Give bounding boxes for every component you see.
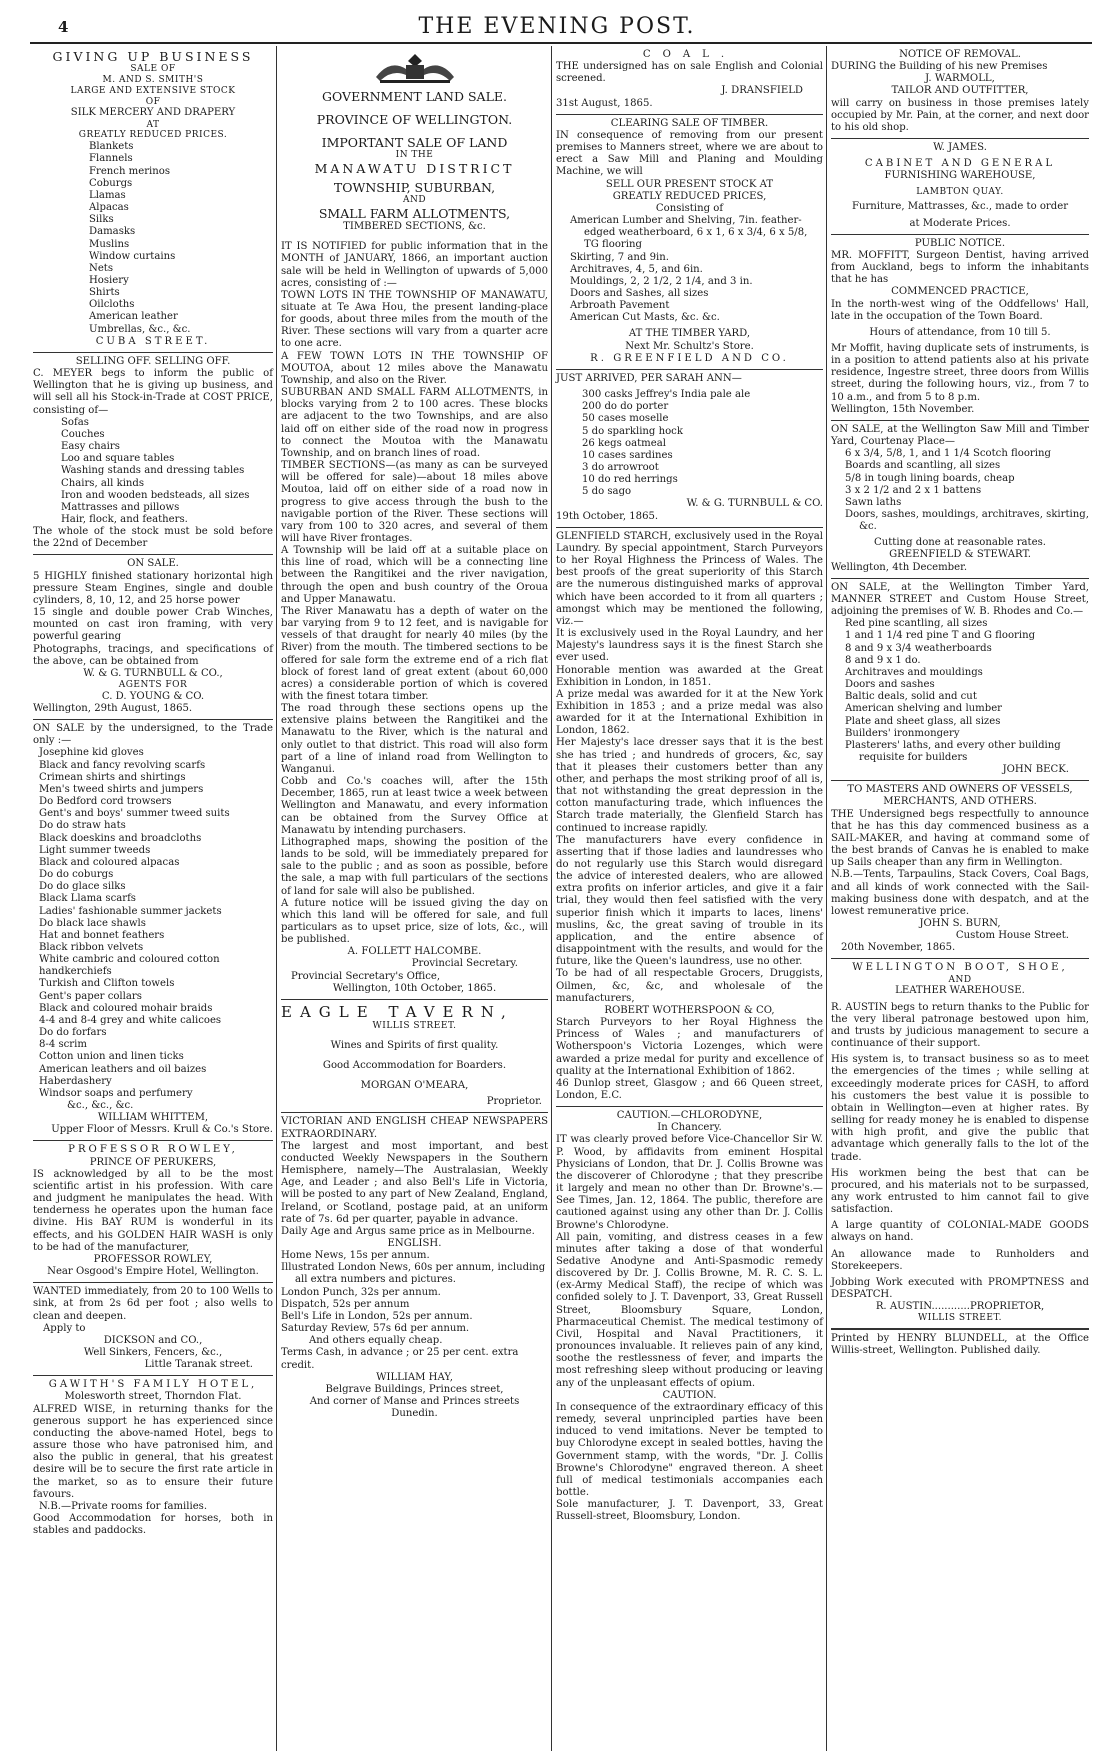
list-item: 5 do sago [582, 486, 632, 498]
list-item: Easy chairs [61, 441, 120, 453]
ad-notice-of-removal [831, 46, 1089, 139]
list-item: French merinos [89, 165, 171, 177]
ad-signature: R. AUSTIN............PROPRIETOR, [875, 1301, 1045, 1313]
ad-john-beck [831, 579, 1089, 782]
ad-clearing-sale-timber [556, 115, 823, 370]
ad-paragraph: A FEW TOWN LOTS IN THE TOWNSHIP OF MOUTOA, about 12 miles above the Manawatu Township, and also on the River. [281, 350, 548, 386]
list-item: 8-4 scrim [39, 1039, 87, 1051]
ad-line: SELL OUR PRESENT STOCK AT [605, 178, 774, 190]
list-item: Home News, 15s per annum. [281, 1250, 430, 1262]
list-item: 4-4 and 8-4 grey and white calicoes [39, 1014, 222, 1026]
ad-line: 15 single and double power Crab Winches, mounted on cast iron framing, with very powerful gearing [33, 607, 273, 643]
ad-giving-up-business [33, 46, 273, 353]
ad-line: Wines and Spirits of first quality. [330, 1039, 499, 1051]
ad-line: GREATLY REDUCED PRICES, [612, 190, 767, 202]
ad-public-notice-moffitt [831, 235, 1089, 421]
ad-paragraph: R. AUSTIN begs to return thanks to the Public for the very liberal patronage bestowed upon him, and trusts by judicious management to secure a continuance of their support. [831, 1001, 1089, 1050]
list-item: Plasterers' laths, and every other building requisite for builders [845, 739, 1061, 763]
list-item: Josephine kid gloves [39, 747, 144, 759]
ad-title: GIVING UP BUSINESS [52, 49, 254, 64]
ad-signature: PROFESSOR ROWLEY, [93, 1253, 213, 1265]
ad-subtitle: PRINCE OF PERUKERS, [89, 1156, 217, 1168]
ad-paragraph: In consequence of the extraordinary efficacy of this remedy, several unprincipled parties have been induced to vend imitations. Never be tempted to buy Chlorodyne except in sealed bottles, having the Government stamp, with the words, "Dr. J. Collis Browne's Chlorodyne" engraved thereon. A sheet full of medical testimonials accompanies each bottle. [556, 1401, 823, 1498]
list-item: Plate and sheet glass, all sizes [845, 715, 1001, 727]
ad-sail-maker [831, 781, 1089, 959]
list-item: Red pine scantling, all sizes [845, 618, 988, 630]
list-item: Do do coburgs [39, 869, 114, 881]
ad-just-arrived [556, 370, 823, 528]
ad-paragraph: The River Manawatu has a depth of water on the bar varying from 9 to 12 feet, and is navigable for vessels of that draught for nearly 40 miles (by the River) from the mouth. The timbered sections to be offered for sale form the extreme end of a rich flat block of forest land of great extent (about 60,000 acres) a considerable portion of which is covered with the finest totara timber. [281, 605, 548, 702]
ad-paragraph: To be had of all respectable Grocers, Druggists, Oilmen, &c, &c, and wholesale of the manufacturers, [556, 968, 823, 1004]
ad-line: Apply to [43, 1322, 86, 1334]
ad-date: Wellington, 15th November. [831, 403, 975, 415]
ad-footer: The whole of the stock must be sold before the 22nd of December [33, 526, 273, 550]
list-item: Silks [89, 214, 114, 226]
ad-line: Consisting of [655, 202, 724, 214]
list-item: Umbrellas, &c., &c. [89, 323, 191, 335]
ad-title: W. JAMES. [933, 142, 987, 154]
list-item: 26 kegs oatmeal [582, 437, 666, 449]
ad-glenfield-starch [556, 528, 823, 1107]
ad-body: THE undersigned has on sale English and Colonial screened. [556, 61, 823, 85]
ad-wellington-boot [831, 959, 1089, 1329]
list-item: Crimean shirts and shirtings [39, 771, 186, 783]
ad-paragraph: Mr Moffit, having duplicate sets of instruments, is in a position to attend patients also at his private residence, Ingestre street, three doors from Willis street, during the following hours, viz., from 7 to 10 a.m., and from 5 to 8 p.m. [831, 342, 1089, 403]
ad-body: THE Undersigned begs respectfully to announce that he has this day commenced business as a SAIL-MAKER, and having at command some of the best brands of Canvas he is enabled to make up Sails cheaper than any firm in Wellington. [831, 808, 1089, 869]
ad-paragraph: The road through these sections opens up the extensive plains between the Rangitikei and the Manawatu to the River, which is the natural and only outlet to that district. This road will also form part of a line of inland road from Wellington to Wanganui. [281, 703, 548, 775]
ad-signature: W. & G. TURNBULL & CO. [686, 498, 823, 510]
list-item: 8 and 9 x 1 do. [845, 654, 921, 666]
list-item: Black and fancy revolving scarfs [39, 759, 206, 771]
ad-line: IN THE [395, 150, 434, 161]
list-item: Black ribbon velvets [39, 941, 144, 953]
list-item: Hair, flock, and feathers. [61, 513, 188, 525]
list-item: Window curtains [89, 250, 176, 262]
ad-footer: CUBA STREET. [95, 335, 211, 347]
ad-body: IN consequence of removing from our present premises to Manners street, where we are about to erect a Saw Mill and Planing and Moulding Machine, we will [556, 129, 823, 178]
column-2 [278, 46, 551, 1751]
list-item: Black doeskins and broadcloths [39, 832, 202, 844]
ad-paragraph: IT IS NOTIFIED for public information that in the MONTH of JANUARY, 1866, an important auction sale will be held in Wellington of upwards of 5,000 acres, consisting of :— [281, 241, 548, 289]
ad-paragraph: Honorable mention was awarded at the Great Exhibition in London, in 1851. [556, 664, 823, 688]
ad-address: And corner of Manse and Princes streets [309, 1396, 520, 1408]
ad-line: AT [146, 119, 160, 130]
ad-line: Provincial Secretary. [411, 958, 518, 970]
ad-paragraph: All pain, vomiting, and distress ceases in a few minutes after taking a dose of that wonderful Sedative Anodyne and Anti-Spasmodic remedy discovered by Dr. J. Collis Browne, M. R. C. S. L. (ex-Army Medical Staff), the recipe of which was confided solely to J. T. Davenport, 33, Great Russell Street, Bloomsbury Square, London, Pharmaceutical Chemist. The medical testimony of Civil, Hospital and Naval Practitioners, it pronounces invaluable. It relieves pain of any kind, soothe the restlessness of fever, and imparts the most refreshing sleep without producing or leaving any of the unpleasant effects of opium. [556, 1231, 823, 1389]
ad-line: Photographs, tracings, and specifications of the above, can be obtained from [33, 643, 273, 667]
ad-line: TOWNSHIP, SUBURBAN, [333, 180, 496, 196]
list-item: Illustrated London News, 60s per annum, including all extra numbers and pictures. [281, 1262, 546, 1286]
ad-line: Next Mr. Schultz's Store. [625, 340, 754, 352]
ad-address: Near Osgood's Empire Hotel, Wellington. [47, 1266, 259, 1278]
list-item: Cotton union and linen ticks [39, 1051, 184, 1063]
ad-line: AND [402, 195, 427, 206]
list-item: 6 x 3/4, 5/8, 1, and 1 1/4 Scotch flooring [845, 448, 1051, 460]
ad-gawiths-hotel [33, 1376, 273, 1541]
ad-body: WANTED immediately, from 20 to 100 Wells to sink, at from 2s 6d per foot ; also wells to clean and deepen. [33, 1286, 273, 1322]
ad-paragraph: A prize medal was awarded for it at the New York Exhibition in 1853 ; and a prize medal was also awarded for it at the International Exhibition in London, 1862. [556, 688, 823, 737]
ad-line: LAMBTON QUAY. [916, 186, 1004, 197]
list-item: London Punch, 32s per annum. [281, 1286, 441, 1298]
ad-coal [556, 46, 823, 115]
ad-body: ON SALE, at the Wellington Timber Yard, MANNER STREET and Custom House Street, adjoining the premises of W. B. Rhodes and Co.— [831, 581, 1089, 618]
ad-address: Upper Floor of Messrs. Krull & Co.'s Store. [51, 1124, 273, 1136]
ad-body: MR. MOFFITT, Surgeon Dentist, having arrived from Auckland, begs to inform the inhabitants that he has [831, 249, 1089, 286]
list-item: Light summer tweeds [39, 844, 151, 856]
masthead: THE EVENING POST. [418, 14, 696, 39]
ad-line: Good Accommodation for horses, both in stables and paddocks. [33, 1513, 273, 1537]
ad-whittem-trade [33, 720, 273, 1141]
ad-title: VICTORIAN AND ENGLISH CHEAP NEWSPAPERS EXTRAORDINARY. [281, 1116, 548, 1140]
ad-w-james [831, 139, 1089, 235]
list-item: Muslins [89, 238, 130, 250]
ad-address: Dunedin. [391, 1408, 438, 1420]
ad-title: COAL. [642, 49, 737, 60]
list-item: 5 do sparkling hock [582, 425, 683, 437]
list-item: Architraves, 4, 5, and 6in. [570, 263, 703, 275]
ad-title: GOVERNMENT LAND SALE. [322, 89, 507, 104]
ad-line: Provincial Secretary's Office, [291, 970, 441, 982]
ad-signature: GREENFIELD & STEWART. [889, 549, 1031, 561]
list-item: Gent's paper collars [39, 990, 142, 1002]
ad-paragraph: Cobb and Co.'s coaches will, after the 15th December, 1865, run at least twice a week between Wellington and Manawatu, and every information can be obtained from the Survey Office at Manawatu by intending purchasers. [281, 776, 548, 836]
ad-paragraph: TIMBER SECTIONS—(as many as can be surveyed will be offered for sale)—about 18 miles above Moutoa, laid off on either side of a road now in progress to give access through the bush to the navigable portion of the River. These sections will vary from 100 to 320 acres, and several of them will have River frontages. [281, 460, 548, 544]
ad-signature: WILLIAM HAY, [376, 1371, 453, 1383]
list-item: Sawn laths [845, 496, 902, 508]
ad-title: TO MASTERS AND OWNERS OF VESSELS, MERCHANTS, AND OTHERS. [847, 784, 1073, 808]
ad-paragraph: IT was clearly proved before Vice-Chancellor Sir W. P. Wood, by affidavits from eminent Hospital Physicians of London, that Dr. J. Collis Browne was the discoverer of Chlorodyne ; that they prescribe it largely and mean no other than Dr. Browne's.—See Times, Jan. 12, 1864. The public, therefore are cautioned against using any other than Dr. J. Collis Browne's Chlorodyne. [556, 1134, 823, 1231]
ad-title: ON SALE. [127, 558, 179, 570]
coat-of-arms-icon [370, 51, 460, 85]
page-number: 4 [58, 18, 69, 36]
list-item: Nets [89, 262, 114, 274]
list-item: White cambric and coloured cotton handkerchiefs [39, 954, 220, 978]
ad-cheap-newspapers [281, 1113, 548, 1424]
ad-title: WELLINGTON BOOT, SHOE, [852, 962, 1068, 974]
ad-line: IMPORTANT SALE OF LAND [321, 135, 508, 151]
list-item: Do Bedford cord trowsers [39, 796, 172, 808]
ad-professor-rowley [33, 1141, 273, 1283]
list-item: Oilcloths [89, 299, 135, 311]
ad-signature: W. & G. TURNBULL & CO., [83, 667, 223, 679]
list-item: Hosiery [89, 275, 129, 286]
ad-title: CAUTION.—CHLORODYNE, [616, 1110, 763, 1122]
ad-paragraph: An allowance made to Runholders and Storekeepers. [831, 1248, 1089, 1272]
ad-paragraph: His system is, to transact business so as to meet the emergencies of the times ; while selling at exceedingly moderate prices for CASH, to afford his customers the best value it is possible to obtain in Wellington—even at higher rates. By selling for ready money he is enabled to dispense with high profit, and give the public that advantage which generally falls to the lot of the trade. [831, 1054, 1089, 1163]
ad-line: FURNISHING WAREHOUSE, [884, 170, 1036, 182]
ad-paragraph: Her Majesty's lace dresser says that it is the best she has tried ; and hundreds of grocers, &c, say that it pleases their customers better than any other, and perhaps the most striking proof of all is, that not withstanding the great depression in the cotton manufacturing trade, which influences the Starch trade materially, the Glenfield Starch has continued to increase rapidly. [556, 737, 823, 834]
list-item: Hat and bonnet feathers [39, 929, 165, 941]
list-item: Chairs, all kinds [61, 477, 145, 489]
ad-paragraph: Lithographed maps, showing the position of the lands to be sold, will be immediately prepared for sale to the public ; and as soon as possible, before the sale, a map with full particulars of the sections of land for sale will also be published. [281, 836, 548, 897]
ad-title: PROFESSOR ROWLEY, [68, 1144, 238, 1156]
ad-line: Good Accommodation for Boarders. [322, 1059, 507, 1071]
ad-subtitle: Molesworth street, Thorndon Flat. [64, 1391, 242, 1403]
ad-chlorodyne [556, 1107, 823, 1527]
list-item: Baltic deals, solid and cut [845, 691, 977, 703]
ad-signature: WILLIAM WHITTEM, [97, 1112, 209, 1124]
ad-subtitle: PROVINCE OF WELLINGTON. [316, 112, 513, 128]
list-item: Do do glace silks [39, 881, 126, 893]
list-item: Men's tweed shirts and jumpers [39, 783, 204, 795]
ad-paragraph: A future notice will be issued giving the day on which this land will be offered for sale, and full particulars as to upset price, size of lots, &c., will be published. [281, 897, 548, 946]
column-3 [553, 46, 826, 1751]
ad-date: 19th October, 1865. [556, 510, 659, 522]
ad-address: 46 Dunlop street, Glasgow ; and 66 Queen street, London, E.C. [556, 1077, 823, 1101]
ad-title: JUST ARRIVED, PER SARAH ANN— [556, 372, 742, 384]
list-item: Do black lace shawls [39, 917, 146, 929]
ad-address: Belgrave Buildings, Princes street, [325, 1383, 504, 1395]
ad-paragraph: A large quantity of COLONIAL-MADE GOODS always on hand. [831, 1220, 1089, 1244]
ad-body: IS acknowledged by all to be the most scientific artist in his profession. With care and judgment he manipulates the head. With tenderness he operates upon the human face divine. His BAY RUM is wonderful in its effects, and his GOLDEN HAIR WASH is only to be had of the manufacturer, [33, 1168, 273, 1253]
list-item: American leather [89, 311, 178, 323]
list-item: Mattrasses and pillows [61, 501, 180, 513]
ad-date: 31st August, 1865. [556, 97, 653, 109]
ad-paragraph: The manufacturers have every confidence in asserting that if those ladies and laundresses who do not regularly use this Starch would disregard the advice of interested dealers, who are allowed extra profits on inferior articles, and give it a fair trial, they would then feel satisfied with the very superior finish which it imparts to laces, linens' muslins, &c, the great saving of trouble in its application, and the entire absence of disappointment with the results, and would for the future, like the Queen's laundress, use no other. [556, 834, 823, 968]
ad-signature: J. DRANSFIELD [721, 85, 803, 97]
ad-line: TAILOR AND OUTFITTER, [891, 85, 1029, 97]
ad-subtitle: LEATHER WAREHOUSE. [895, 985, 1025, 997]
list-item: 3 x 2 1/2 and 2 x 1 battens [845, 484, 982, 496]
ad-body: 5 HIGHLY finished stationary horizontal high pressure Steam Engines, single and double cylinders, 8, 10, 12, and 25 horse power [33, 570, 273, 606]
ad-line: AGENTS FOR [118, 680, 188, 690]
list-item: Iron and wooden bedsteads, all sizes [61, 489, 250, 501]
list-item: Alpacas [89, 202, 129, 214]
list-item: Do do forfars [39, 1027, 107, 1039]
ad-line: COMMENCED PRACTICE, [891, 286, 1029, 298]
ad-greenfield-stewart [831, 421, 1089, 579]
list-item: 300 casks Jeffrey's India pale ale [582, 389, 751, 401]
ad-body: ON SALE by the undersigned, to the Trade only :— [33, 723, 273, 747]
ad-signature: ROBERT WOTHERSPOON & CO, [604, 1004, 775, 1016]
list-item: American Lumber and Shelving, 7in. feather-edged weatherboard, 6 x 1, 6 x 3/4, 6 x 5/8, TG flooring [570, 215, 808, 251]
ad-address: WILLIS STREET. [918, 1313, 1002, 1324]
ad-line: Cutting done at reasonable rates. [874, 537, 1046, 549]
ad-paragraph: It is exclusively used in the Royal Laundry, and her Majesty's laundress says it is the finest Starch she ever used. [556, 628, 823, 664]
ad-line: Little Taranak street. [144, 1359, 253, 1371]
ad-line: In the north-west wing of the Oddfellows' Hall, late in the occupation of the Town Board. [831, 298, 1089, 322]
ad-line: AT THE TIMBER YARD, [628, 328, 751, 340]
ad-signature: C. D. YOUNG & CO. [101, 690, 205, 702]
list-item: And others equally cheap. [309, 1335, 443, 1347]
ad-signature: J. WARMOLL, [925, 73, 995, 85]
list-item: American shelving and lumber [845, 703, 1003, 715]
ad-date: Wellington, 4th December. [831, 561, 968, 573]
ad-line: SILK MERCERY AND DRAPERY [70, 107, 236, 119]
ad-paragraph: SUBURBAN AND SMALL FARM ALLOTMENTS, in blocks varying from 2 to 100 acres. These blocks are adjacent to the two Townships, and are also laid off on either side of the road now in progress to connect the Moutoa with the Manawatu Township, and on branch lines of road. [281, 387, 548, 459]
ad-line: CABINET AND GENERAL [864, 158, 1056, 170]
list-item: Haberdashery [39, 1075, 112, 1087]
list-item: 200 do do porter [582, 401, 669, 413]
ad-title: PUBLIC NOTICE. [914, 237, 1006, 249]
ad-body: ALFRED WISE, in returning thanks for the generous support he has experienced since conducting the above-named Hotel, begs to assure those who have patronised him, and also the public in general, that his greatest desire will be to secure the first rate article in the market, so as to ensure their future favours. [33, 1403, 273, 1500]
imprint [831, 1329, 1089, 1361]
ad-date: Wellington, 10th October, 1865. [332, 982, 497, 994]
ad-date: 20th November, 1865. [841, 942, 956, 954]
ad-line: LARGE AND EXTENSIVE STOCK [70, 85, 236, 96]
ad-title: NOTICE OF REMOVAL. [899, 49, 1021, 60]
ad-body: C. MEYER begs to inform the public of Wellington that he is giving up business, and will sell all his Stock-in-Trade at COST PRICE, consisting of— [33, 368, 273, 416]
list-item: Boards and scantling, all sizes [845, 460, 1001, 472]
ad-signature: R. GREENFIELD AND CO. [590, 352, 789, 364]
column-divider [276, 46, 277, 1751]
list-item: &c., &c., &c. [67, 1100, 134, 1111]
list-item: Flannels [89, 153, 133, 165]
ad-wells-wanted [33, 1283, 273, 1376]
list-item: Llamas [89, 189, 126, 201]
list-item: Doors, sashes, mouldings, architraves, skirting, &c. [845, 509, 1089, 533]
list-item: Skirting, 7 and 9in. [570, 251, 669, 263]
list-item: Shirts [89, 287, 120, 299]
list-item: Gent's and boys' summer tweed suits [39, 808, 230, 820]
ad-title: CLEARING SALE OF TIMBER. [610, 117, 769, 129]
list-item: Windsor soaps and perfumery [39, 1087, 193, 1099]
ad-line: N.B.—Private rooms for families. [39, 1500, 208, 1512]
list-item: Washing stands and dressing tables [61, 465, 245, 477]
ad-government-land-sale [281, 46, 548, 1000]
list-item: Sofas [61, 416, 89, 428]
list-item: Black Llama scarfs [39, 893, 136, 905]
ad-selling-off [33, 353, 273, 556]
column-1 [30, 46, 276, 1751]
ad-subtitle: ENGLISH. [387, 1238, 442, 1249]
ad-line: GREATLY REDUCED PRICES. [78, 130, 228, 141]
list-item: Coburgs [89, 177, 133, 189]
ad-signature: A. FOLLETT HALCOMBE. [347, 946, 482, 958]
list-item: Doors and sashes [845, 679, 935, 691]
ad-line: Hours of attendance, from 10 till 5. [869, 326, 1051, 338]
ad-line: OF [145, 96, 161, 107]
list-item: Loo and square tables [61, 453, 175, 465]
ad-line: Well Sinkers, Fencers, &c., [83, 1346, 223, 1358]
list-item: Ladies' fashionable summer jackets [39, 905, 222, 917]
ad-line: TIMBERED SECTIONS, &c. [343, 221, 486, 233]
ad-signature: DICKSON and CO., [103, 1334, 203, 1346]
ad-paragraph: N.B.—Tents, Tarpaulins, Stack Covers, Coal Bags, and all kinds of work connected with the Sail-making business done with despatch, and at the lowest remunerative price. [831, 869, 1089, 917]
ad-on-sale-engines [33, 555, 273, 720]
ad-line: SMALL FARM ALLOTMENTS, [318, 206, 511, 221]
list-item: 10 cases sardines [582, 449, 673, 461]
ad-paragraph: TOWN LOTS IN THE TOWNSHIP OF MANAWATU, situate at Te Awa Hou, the present landing-place for goods, about three miles from the mouth of the River. These sections will vary from a quarter acre to one acre. [281, 289, 548, 350]
list-item: 3 do arrowroot [582, 462, 659, 473]
ad-paragraph: Jobbing Work executed with PROMPTNESS and DESPATCH. [831, 1276, 1089, 1301]
list-item: Saturday Review, 57s 6d per annum. [281, 1323, 470, 1335]
list-item: Couches [61, 428, 105, 440]
ad-paragraph: Sole manufacturer, J. T. Davenport, 33, Great Russell-street, Bloomsbury, London. [556, 1499, 823, 1523]
list-item: Black and coloured alpacas [39, 856, 180, 868]
ad-paragraph: will carry on business in those premises lately occupied by Mr. Pain, at the corner, and next door to his old shop. [831, 97, 1089, 133]
ad-line: Terms Cash, in advance ; or 25 per cent. extra credit. [281, 1347, 519, 1371]
list-item: 1 and 1 1/4 red pine T and G flooring [845, 630, 1036, 642]
list-item: 5/8 in tough lining boards, cheap [845, 472, 1015, 484]
ad-signature: JOHN BECK. [1002, 764, 1069, 776]
list-item: American Cut Masts, &c. &c. [570, 312, 720, 324]
ad-body: The largest and most important, and best conducted Weekly Newspapers in the Southern Hemisphere, namely—The Australasian, Weekly Age, and Leader ; and also Bell's Life in Victoria, will be posted to any part of New Zealand, England, Ireland, or Scotland, postage paid, at an uniform rate of 7s. 6d per quarter, payable in advance. [281, 1140, 548, 1225]
ad-body: DURING the Building of his new Premises [831, 61, 1048, 73]
page-header [0, 0, 1114, 44]
ad-paragraph: GLENFIELD STARCH, exclusively used in the Royal Laundry. By special appointment, Starch Purveyors to her Royal Highness the Princess of Wales. The best proofs of the great superiority of this Starch are the numerous distinguished marks of approval which have been accorded to it from all quarters ; amongst which may be mentioned the following, viz.— [556, 530, 823, 627]
list-item: Bell's Life in London, 52s per annum. [281, 1310, 473, 1322]
list-item: 10 do red herrings [582, 474, 678, 486]
list-item: American leathers and oil baizes [39, 1063, 207, 1075]
ad-title: EAGLE TAVERN, [281, 1002, 514, 1021]
list-item: Do do straw hats [39, 820, 126, 832]
ad-paragraph: A Township will be laid off at a suitable place on this line of road, which will be a connecting line between the Rangitikei and the river navigation, through the open and bush country of the Oroua and Upper Manawatu. [281, 545, 548, 605]
ad-title: GAWITH'S FAMILY HOTEL, [48, 1379, 258, 1391]
list-item: Blankets [89, 141, 134, 153]
ad-address: Custom House Street. [955, 930, 1069, 942]
list-item: Arbroath Pavement [570, 300, 670, 312]
ad-signature: MORGAN O'MEARA, [360, 1080, 469, 1092]
ad-line: SALE OF [130, 64, 176, 75]
ad-paragraph: Starch Purveyors to her Royal Highness the Princess of Wales ; and manufacturers of Wotherspoon's Victoria Lozenges, which were awarded a prize medal for purity and excellence of quality at the International Exhibition of 1862. [556, 1017, 823, 1077]
column-4 [828, 46, 1092, 1751]
list-item: Doors and Sashes, all sizes [570, 287, 709, 299]
ad-title: SELLING OFF. SELLING OFF. [75, 355, 231, 367]
ad-line: Furniture, Mattrasses, &c., made to order [851, 201, 1069, 213]
ad-line: Proprietor. [486, 1096, 542, 1108]
ad-line: AND [948, 974, 972, 985]
list-item: 50 cases moselle [582, 413, 669, 425]
ad-line: at Moderate Prices. [909, 217, 1011, 229]
ad-subtitle: CAUTION. [662, 1389, 717, 1401]
column-divider [826, 46, 827, 1751]
list-item: Turkish and Clifton towels [39, 978, 175, 990]
ad-signature: JOHN S. BURN, [919, 918, 1001, 929]
list-item: Architraves and mouldings [845, 666, 983, 678]
ad-subtitle: WILLIS STREET. [372, 1020, 457, 1031]
ad-paragraph: His workmen being the best that can be procured, and his materials not to be surpassed, any work entrusted to him cannot fail to give satisfaction. [831, 1167, 1089, 1216]
list-item: 8 and 9 x 3/4 weatherboards [845, 642, 992, 654]
column-divider [551, 46, 552, 1751]
list-item: Builders' ironmongery [845, 727, 960, 739]
ad-subtitle: In Chancery. [657, 1122, 722, 1134]
imprint-text: Printed by HENRY BLUNDELL, at the Office Willis-street, Wellington. Published daily. [831, 1333, 1089, 1357]
list-item: Damasks [89, 226, 136, 238]
ad-eagle-tavern [281, 1000, 548, 1114]
ad-date: Wellington, 29th August, 1865. [33, 703, 193, 714]
list-item: Dispatch, 52s per annum [281, 1298, 410, 1310]
list-item: Mouldings, 2, 2 1/2, 2 1/4, and 3 in. [570, 275, 753, 287]
list-item: Black and coloured mohair braids [39, 1002, 213, 1014]
ad-line: Daily Age and Argus same price as in Melbourne. [281, 1225, 535, 1237]
header-rule [30, 42, 1092, 44]
ad-body: ON SALE, at the Wellington Saw Mill and Timber Yard, Courtenay Place— [831, 423, 1089, 448]
ad-line: M. AND S. SMITH'S [102, 74, 204, 85]
ad-line: MANAWATU DISTRICT [314, 161, 515, 177]
